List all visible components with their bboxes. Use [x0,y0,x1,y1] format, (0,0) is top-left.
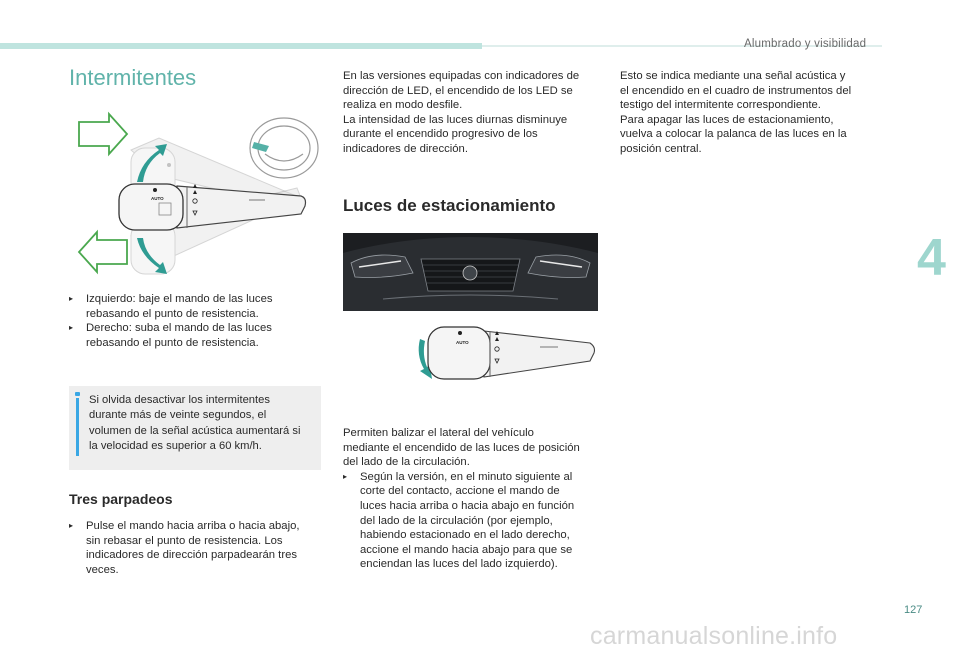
info-text: Si olvida desactivar los intermitentes durante más de veinte segundos, el volumen de la señal acústica aumentará si la velocidad es superior a 60 km/h. [89,394,301,453]
bullet-marker: ▸ [69,323,74,333]
led-intro-paragraph: En las versiones equipadas con indicadores de dirección de LED, el encendido de los LED se realiza en modo desfile. La intensidad de las luces diurnas disminuye durante el encendido progresivo de los indicadores de dirección. [343,70,580,155]
tres-parpadeos-instructions [69,519,324,577]
parking-light-stalk-illustration [398,319,598,385]
section-heading-luces-estacionamiento: Luces de estacionamiento [343,196,556,215]
bullet-marker: ▸ [343,471,348,481]
header-accent-bar [0,43,482,49]
page-title: Intermitentes [69,65,197,90]
arrow-left-icon [79,232,127,272]
parking-description: Permiten balizar el lateral del vehículo mediante el encendido de las luces de posición del lado de la circulación. ▸ Según la versión, en el minuto siguiente al corte del contacto, accione el mando de luces hacia arriba o hacia abajo en función del lado de la circulación (por ejemplo, habiendo estacionado en el lado derecho, accione el mando hacia abajo para que se enciendan las luces del lado izquierdo). [343,426,605,572]
list-item: ▸ Según la versión, en el minuto siguiente al corte del contacto, accione el mando de luces hacia arriba o hacia abajo en función del lado de la circulación (por ejemplo, habiendo estacionado en el lado derecho, accione el mando hacia abajo para que se enciendan las luces del lado izquierdo). [343,470,575,571]
turn-signal-stalk-illustration [69,110,321,282]
bullet-marker: ▸ [69,294,74,303]
info-icon-bar [76,398,79,456]
info-icon [75,392,80,396]
parking-continuation-paragraph: Esto se indica mediante una señal acústica y el encendido en el cuadro de instrumentos del testigo del intermitente correspondiente. Para apagar las luces de estacionamiento, vuelva a colocar la palanca de las luces en la posición central. [620,70,852,155]
watermark: carmanualsonline.info [590,622,838,650]
section-title: Alumbrado y visibilidad [744,38,867,50]
info-note [69,386,321,470]
section-heading-tres-parpadeos: Tres parpadeos [69,491,173,507]
signal-instructions [69,292,324,350]
list-item: ▸ Izquierdo: baje el mando de las luces rebasando el punto de resistencia. [69,293,273,320]
car-front-photo [343,233,598,311]
arrow-right-icon [79,114,127,154]
list-item: ▸ Pulse el mando hacia arriba o hacia abajo, sin rebasar el punto de resistencia. Los indicadores de dirección parpadearán tres veces. [69,520,300,576]
car-front-icon [343,233,598,311]
list-item: ▸ Derecho: suba el mando de las luces rebasando el punto de resistencia. [69,322,272,349]
bullet-marker: ▸ [69,521,74,530]
page-number: 127 [904,604,923,616]
svg-text:AUTO: AUTO [456,340,469,345]
svg-text:AUTO: AUTO [151,196,164,201]
chapter-number: 4 [917,229,946,287]
stalk-highlight-icon [252,142,269,152]
